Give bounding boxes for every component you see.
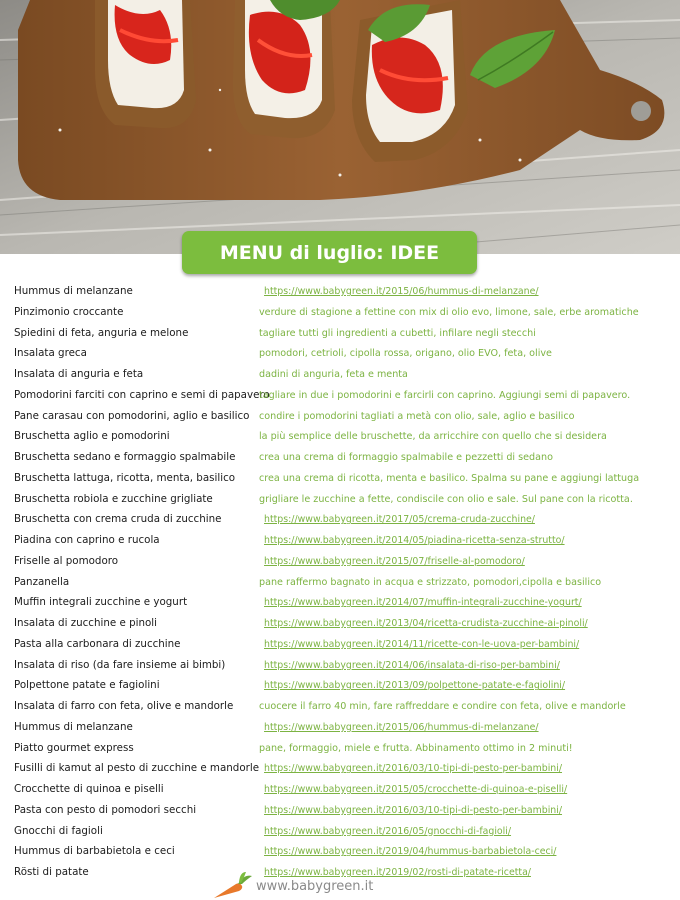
menu-item — [0, 552, 680, 572]
menu-item — [0, 282, 680, 302]
menu-item — [0, 469, 680, 489]
menu-item — [0, 427, 680, 447]
menu-item — [0, 842, 680, 862]
dish-name: Crocchette di quinoa e piselli — [14, 783, 164, 795]
menu-item — [0, 324, 680, 344]
dish-name: Hummus di melanzane — [14, 720, 133, 733]
menu-item — [0, 614, 680, 634]
dish-name: Insalata di zucchine e pinoli — [14, 617, 158, 629]
dish-name: Bruschetta lattuga, ricotta, menta, basilico — [14, 471, 236, 484]
dish-name: Pane carasau con pomodorini, aglio e basilico — [14, 409, 250, 422]
recipe-link[interactable]: https://www.babygreen.it/2014/07/muffin-integrali-zucchine-yogurt/ — [264, 597, 582, 609]
dish-name: Polpettone patate e fagiolini — [14, 679, 160, 692]
dish-name: Pomodorini farciti con caprino e semi di papavero — [14, 388, 270, 401]
recipe-link[interactable]: https://www.babygreen.it/2013/09/polpettone-patate-e-fagiolini/ — [264, 680, 566, 692]
dish-name: Insalata greca — [14, 347, 87, 360]
recipe-note: pomodori, cetrioli, cipolla rossa, origano, olio EVO, feta, olive — [259, 348, 552, 360]
dish-name: Pasta alla carbonara di zucchine — [14, 637, 181, 650]
dish-name: Muffin integrali zucchine e yogurt — [14, 596, 188, 609]
dish-name: Insalata di anguria e feta — [14, 368, 144, 380]
menu-item — [0, 697, 680, 717]
recipe-link[interactable]: https://www.babygreen.it/2016/03/10-tipi-di-pesto-per-bambini/ — [264, 763, 563, 775]
recipe-note: crea una crema di formaggio spalmabile e pezzetti di sedano — [259, 452, 553, 463]
menu-item — [0, 303, 680, 323]
dish-name: Bruschetta robiola e zucchine grigliate — [14, 492, 213, 505]
recipe-link[interactable]: https://www.babygreen.it/2015/06/hummus-di-melanzane/ — [264, 286, 539, 297]
menu-item — [0, 490, 680, 510]
dish-name: Fusilli di kamut al pesto di zucchine e mandorle — [14, 762, 260, 775]
recipe-link[interactable]: https://www.babygreen.it/2014/05/piadina-ricetta-senza-strutto/ — [264, 535, 565, 546]
dish-name: Gnocchi di fagioli — [14, 824, 103, 837]
dish-name: Spiedini di feta, anguria e melone — [14, 326, 189, 339]
dish-name: Panzanella — [14, 575, 70, 588]
recipe-link[interactable]: https://www.babygreen.it/2014/06/insalata-di-riso-per-bambini/ — [264, 659, 560, 671]
recipe-link[interactable]: https://www.babygreen.it/2015/06/hummus-di-melanzane/ — [264, 721, 539, 733]
recipe-note: condire i pomodorini tagliati a metà con olio, sale, aglio e basilico — [259, 410, 575, 422]
menu-item — [0, 739, 680, 759]
dish-name: Pasta con pesto di pomodori secchi — [14, 803, 197, 816]
recipe-note: dadini di anguria, feta e menta — [259, 369, 408, 380]
menu-title: MENU di luglio: IDEE — [182, 231, 477, 274]
hero-photo — [0, 0, 680, 254]
footer — [0, 870, 680, 900]
recipe-note: verdure di stagione a fettine con mix di olio evo, limone, sale, erbe aromatiche — [259, 306, 639, 318]
recipe-link[interactable]: https://www.babygreen.it/2015/05/crocchette-di-quinoa-e-piselli/ — [264, 784, 568, 795]
recipe-note: grigliare le zucchine a fette, condiscile con olio e sale. Sul pane con la ricotta. — [259, 493, 633, 505]
menu-item — [0, 822, 680, 842]
recipe-note: cuocere il farro 40 min, fare raffreddare e condire con feta, olive e mandorle — [259, 701, 626, 712]
carrot-icon — [210, 872, 254, 900]
menu-item — [0, 386, 680, 406]
recipe-link[interactable]: https://www.babygreen.it/2015/07/friselle-al-pomodoro/ — [264, 555, 525, 567]
dish-name: Insalata di riso (da fare insieme ai bimbi) — [14, 658, 226, 671]
bruschetta-photo — [0, 0, 680, 254]
recipe-note: crea una crema di ricotta, menta e basilico. Spalma su pane e aggiungi lattuga — [259, 472, 640, 484]
menu-item — [0, 365, 680, 385]
menu-item — [0, 676, 680, 696]
dish-name: Bruschetta aglio e pomodorini — [14, 430, 170, 443]
recipe-note: la più semplice delle bruschette, da arricchire con quello che si desidera — [259, 431, 607, 443]
recipe-link[interactable]: https://www.babygreen.it/2016/05/gnocchi-di-fagioli/ — [264, 825, 512, 837]
menu-item — [0, 718, 680, 738]
recipe-link[interactable]: https://www.babygreen.it/2013/04/ricetta-crudista-zucchine-ai-pinoli/ — [264, 618, 588, 629]
menu-item — [0, 344, 680, 364]
menu-item — [0, 531, 680, 551]
recipe-link[interactable]: https://www.babygreen.it/2017/05/crema-cruda-zucchine/ — [264, 514, 535, 526]
menu-item — [0, 656, 680, 676]
recipe-link[interactable]: https://www.babygreen.it/2014/11/ricette-con-le-uova-per-bambini/ — [264, 638, 580, 650]
recipe-note: pane, formaggio, miele e frutta. Abbinamento ottimo in 2 minuti! — [259, 742, 573, 754]
dish-name: Bruschetta sedano e formaggio spalmabile — [14, 451, 236, 463]
recipe-link[interactable]: https://www.babygreen.it/2019/02/rosti-di-patate-ricetta/ — [264, 867, 531, 878]
dish-name: Rösti di patate — [14, 866, 89, 878]
menu-item — [0, 780, 680, 800]
menu-item — [0, 573, 680, 593]
dish-name: Pinzimonio croccante — [14, 305, 124, 318]
recipe-link[interactable]: https://www.babygreen.it/2016/03/10-tipi-di-pesto-per-bambini/ — [264, 804, 563, 816]
recipe-note: tagliare in due i pomodorini e farcirli con caprino. Aggiungi semi di papavero. — [259, 389, 631, 401]
menu-item — [0, 448, 680, 468]
footer-site-name: www.babygreen.it — [256, 879, 374, 894]
dish-name: Friselle al pomodoro — [14, 554, 119, 567]
recipe-note: tagliare tutti gli ingredienti a cubetti, infilare negli stecchi — [259, 327, 536, 339]
menu-item — [0, 510, 680, 530]
recipe-note: pane raffermo bagnato in acqua e strizzato, pomodori,cipolla e basilico — [259, 576, 602, 588]
dish-name: Insalata di farro con feta, olive e mandorle — [14, 700, 234, 712]
dish-name: Hummus di barbabietola e ceci — [14, 845, 175, 858]
recipe-link[interactable]: https://www.babygreen.it/2019/04/hummus-barbabietola-ceci/ — [264, 846, 557, 858]
dish-name: Piadina con caprino e rucola — [14, 534, 160, 546]
dish-name: Hummus di melanzane — [14, 285, 133, 297]
menu-item — [0, 635, 680, 655]
dish-name: Bruschetta con crema cruda di zucchine — [14, 513, 222, 526]
menu-item — [0, 407, 680, 427]
menu-item — [0, 593, 680, 613]
dish-name: Piatto gourmet express — [14, 741, 134, 754]
menu-item — [0, 759, 680, 779]
menu-item — [0, 801, 680, 821]
